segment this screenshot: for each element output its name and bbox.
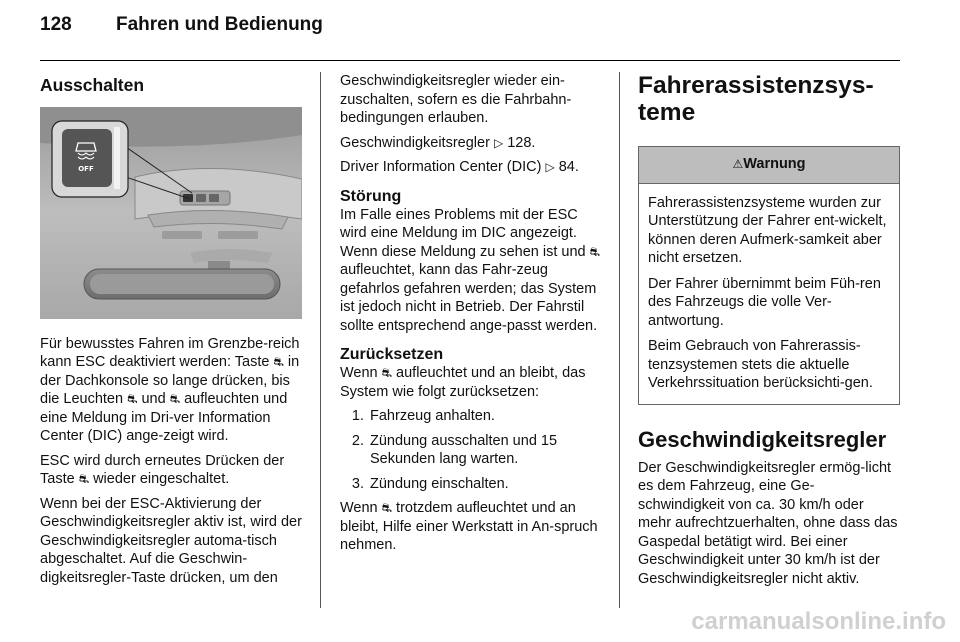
warning-body bbox=[639, 184, 899, 404]
paragraph: Beim Gebrauch von Fahrerassis-tenzsystemen stets die aktuelle Verkehrssituation berücksichti-gen. bbox=[648, 338, 873, 391]
esc-off-icon: ⛐ bbox=[381, 366, 393, 380]
paragraph: ESC wird durch erneutes Drücken der Taste ⛐ wieder eingeschaltet. bbox=[40, 452, 285, 487]
paragraph: Der Geschwindigkeitsregler ermög-licht es dem Fahrzeug, eine Ge-schwindigkeit von ca. 30 km/h oder mehr aufrechtzuerhalten, ohne dass das Gaspedal betätigt wird. Bei einer Geschwindigkeit unter 30 km/h ist der Geschwindigkeitsregler nicht aktiv. bbox=[638, 459, 898, 587]
paragraph: Geschwindigkeitsregler wieder ein-zuschalten, sofern es die Fahrbahn-bedingungen erlauben. bbox=[340, 73, 572, 126]
paragraph: Wenn bei der ESC-Aktivierung der Geschwindigkeitsregler aktiv ist, wird der Geschwindigkeitsregler automa-tisch abgeschaltet. Auf die Geschwin-digkeitsregler-Taste drücken, um den bbox=[40, 495, 302, 586]
esc-icon: ⛐ bbox=[127, 392, 138, 406]
esc-off-icon: ⛐ bbox=[381, 501, 393, 515]
header-rule bbox=[40, 60, 900, 61]
column-1 bbox=[40, 72, 302, 593]
column-2 bbox=[340, 72, 602, 561]
button-label: OFF bbox=[78, 164, 94, 173]
watermark: carmanualsonline.info bbox=[691, 608, 946, 635]
step-list bbox=[340, 407, 602, 493]
paragraph: Wenn ⛐ aufleuchtet und an bleibt, das System wie folgt zurücksetzen: bbox=[340, 365, 586, 400]
esc-off-icon: ⛐ bbox=[589, 244, 600, 259]
section-heading-geschwindigkeitsregler: Geschwindigkeitsregler bbox=[638, 426, 887, 452]
triangle-right-icon: ▷ bbox=[493, 135, 504, 150]
cross-reference: Geschwindigkeitsregler ▷ 128. bbox=[340, 134, 536, 151]
column-divider bbox=[320, 72, 321, 608]
warning-title: ⚠Warnung bbox=[639, 147, 899, 184]
section-heading-fahrerassistenzsysteme: Fahrerassistenzsys-teme bbox=[638, 72, 874, 126]
list-item: 1. Fahrzeug anhalten. bbox=[351, 408, 495, 424]
paragraph: Fahrerassistenzsysteme wurden zur Unterstützung der Fahrer ent-wickelt, können deren Aufmerk-samkeit aber nicht ersetzen. bbox=[648, 194, 887, 266]
column-3 bbox=[638, 72, 900, 594]
warning-box bbox=[638, 146, 900, 405]
column-divider bbox=[619, 72, 620, 608]
esc-off-icon: ⛐ bbox=[273, 355, 284, 369]
cross-reference: Driver Information Center (DIC) ▷ 84. bbox=[340, 159, 579, 175]
list-item: 2. Zündung ausschalten und 15 Sekunden lang warten. bbox=[351, 432, 558, 467]
paragraph: Für bewusstes Fahren im Grenzbe-reich kann ESC deaktiviert werden: Taste ⛐ in der Dachkonsole so lange drücken, bis die Leuchten ⛐ und ⛐ aufleuchten und eine Meldung im Dri-ver Information Center (DIC) ange-zeigt wird. bbox=[40, 335, 300, 444]
section-heading-zuruecksetzen: Zurücksetzen bbox=[340, 346, 444, 363]
roof-console-figure bbox=[40, 107, 302, 319]
paragraph: Wenn ⛐ trotzdem aufleuchtet und an bleibt, Hilfe einer Werkstatt in An-spruch nehmen. bbox=[340, 500, 598, 553]
list-item: 3. Zündung einschalten. bbox=[351, 475, 509, 492]
warning-triangle-icon: ⚠ bbox=[732, 157, 744, 171]
paragraph: Der Fahrer übernimmt beim Füh-ren des Fahrzeugs die volle Ver-antwortung. bbox=[648, 275, 881, 329]
section-heading-ausschalten: Ausschalten bbox=[40, 75, 145, 95]
page-number: 128 bbox=[40, 14, 72, 35]
section-heading-stoerung: Störung bbox=[340, 187, 402, 205]
triangle-right-icon: ▷ bbox=[545, 160, 555, 174]
esc-off-icon: ⛐ bbox=[78, 472, 90, 486]
paragraph: Im Falle eines Problems mit der ESC wird eine Meldung im DIC angezeigt. Wenn diese Meldung zu sehen ist und ⛐ aufleuchtet, kann das Fahr-zeug gefahrlos gefahren werden; das System ist jedoch nicht in Betrieb. Der Fahrstil sollte entsprechend ange-passt werden. bbox=[340, 206, 600, 334]
page-header bbox=[40, 14, 323, 36]
esc-off-icon: ⛐ bbox=[169, 392, 181, 406]
page-title: Fahren und Bedienung bbox=[116, 14, 323, 35]
